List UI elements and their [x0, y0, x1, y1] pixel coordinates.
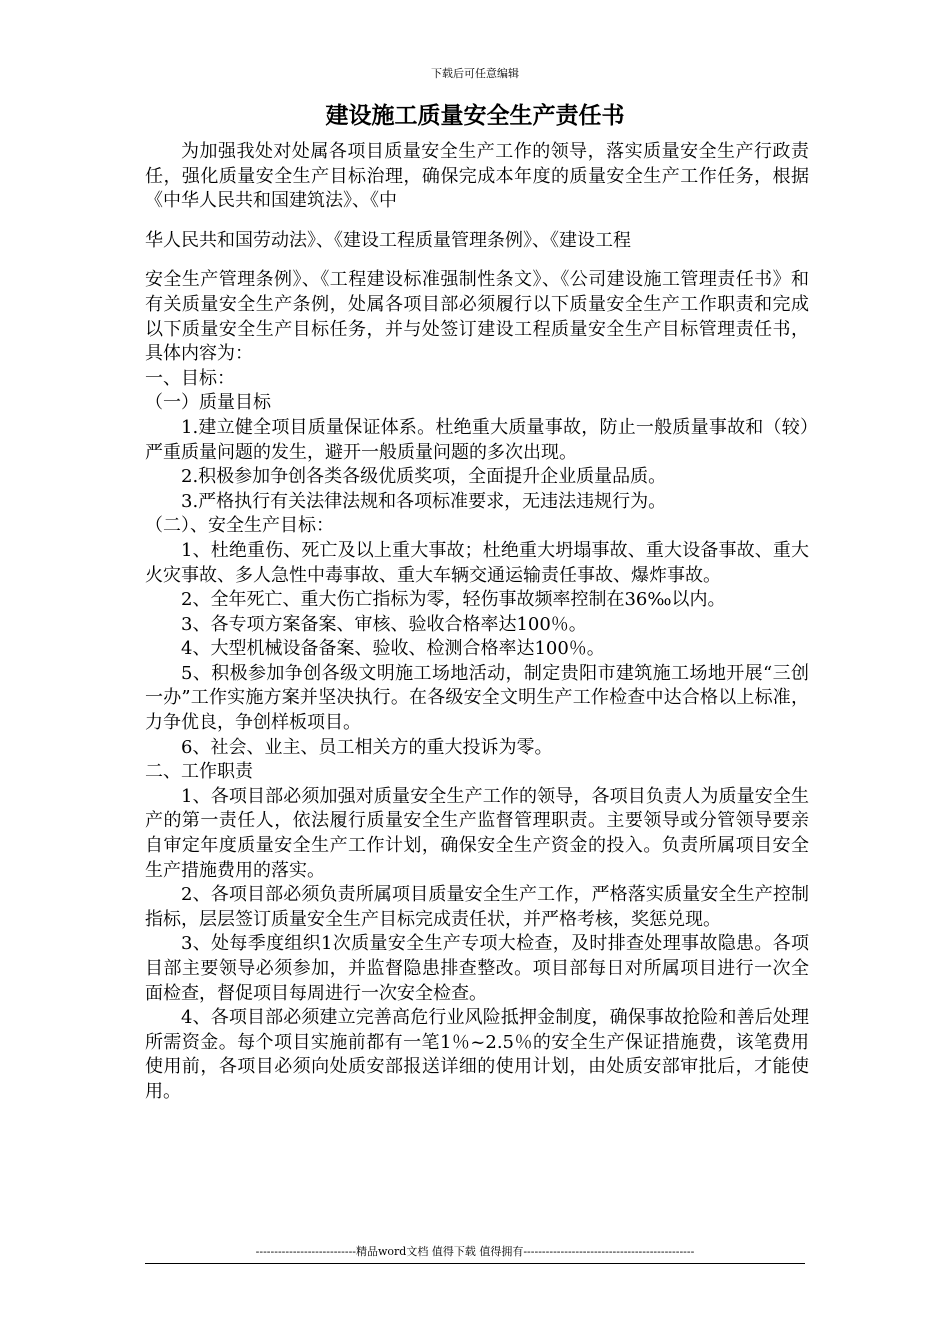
quality-item-2: 2.积极参加争创各类各级优质奖项，全面提升企业质量品质。 — [181, 466, 667, 488]
section-heading-duties: 二、工作职责 — [145, 761, 253, 783]
safety-item-5: 5、积极参加争创各级文明施工场地活动，制定贵阳市建筑施工场地开展“三创一办”工作实施方案并坚决执行。在各级安全文明生产工作检查中达合格以上标准，力争优良，争创样板项目。 — [145, 662, 809, 734]
quality-item-1: 1.建立健全项目质量保证体系。杜绝重大质量事故，防止一般质量事故和（较）严重质量问题的发生，避开一般质量问题的多次出现。 — [145, 416, 809, 463]
document-title: 建设施工质量安全生产责任书 — [325, 102, 625, 129]
quality-item-3: 3.严格执行有关法律法规和各项标准要求，无违法违规行为。 — [181, 490, 667, 512]
document-body — [145, 140, 809, 1105]
safety-item-2: 2、全年死亡、重大伤亡指标为零，轻伤事故频率控制在36‰以内。 — [181, 589, 726, 611]
section-heading-goals: 一、目标： — [145, 367, 235, 389]
intro-paragraph-2: 华人民共和国劳动法》、《建设工程质量管理条例》、《建设工程 — [145, 229, 631, 251]
footer-divider — [145, 1263, 805, 1264]
safety-item-3: 3、各专项方案备案、审核、验收合格率达100％。 — [181, 613, 587, 635]
intro-paragraph-1: 为加强我处对处属各项目质量安全生产工作的领导，落实质量安全生产行政责任，强化质量安全生产目标治理，确保完成本年度的质量安全生产工作任务，根据《中华人民共和国建筑法》、《中 — [145, 141, 809, 212]
duty-item-4: 4、各项目部必须建立完善高危行业风险抵押金制度，确保事故抢险和善后处理所需资金。每个项目实施前都有一笔1％~2.5％的安全生产保证措施费，该笔费用使用前，各项目必须向处质安部报送详细的使用计划，由处质安部审批后，才能使用。 — [145, 1007, 809, 1102]
duty-item-1: 1、各项目部必须加强对质量安全生产工作的领导，各项目负责人为质量安全生产的第一责任人，依法履行质量安全生产监督管理职责。主要领导或分管领导要亲自审定年度质量安全生产工作计划，确保安全生产资金的投入。负责所属项目安全生产措施费用的落实。 — [145, 785, 809, 881]
subsection-heading-quality: （一）质量目标 — [145, 392, 271, 414]
safety-item-4: 4、大型机械设备备案、验收、检测合格率达100％。 — [181, 638, 605, 660]
duty-item-2: 2、各项目部必须负责所属项目质量安全生产工作，严格落实质量安全生产控制指标，层层签订质量安全生产目标完成责任状，并严格考核，奖惩兑现。 — [145, 884, 809, 930]
page-footer: ---------------------------精品word文档 值得下载 值得拥有---------------------------------------------- — [255, 1245, 695, 1258]
subsection-heading-safety: （二）、安全生产目标： — [145, 515, 334, 537]
page-header: 下载后可任意编辑 — [431, 67, 519, 80]
safety-item-6: 6、社会、业主、员工相关方的重大投诉为零。 — [181, 736, 553, 758]
safety-item-1: 1、杜绝重伤、死亡及以上重大事故；杜绝重大坍塌事故、重大设备事故、重大火灾事故、多人急性中毒事故、重大车辆交通运输责任事故、爆炸事故。 — [145, 539, 809, 586]
intro-paragraph-3: 安全生产管理条例》、《工程建设标准强制性条文》、《公司建设施工管理责任书》和有关质量安全生产条例，处属各项目部必须履行以下质量安全生产工作职责和完成以下质量安全生产目标任务，并与处签订建设工程质量安全生产目标管理责任书，具体内容为： — [145, 269, 809, 365]
duty-item-3: 3、处每季度组织1次质量安全生产专项大检查，及时排查处理事故隐患。各项目部主要领导必须参加，并监督隐患排查整改。项目部每日对所属项目进行一次全面检查，督促项目每周进行一次安全检查。 — [145, 933, 809, 1004]
